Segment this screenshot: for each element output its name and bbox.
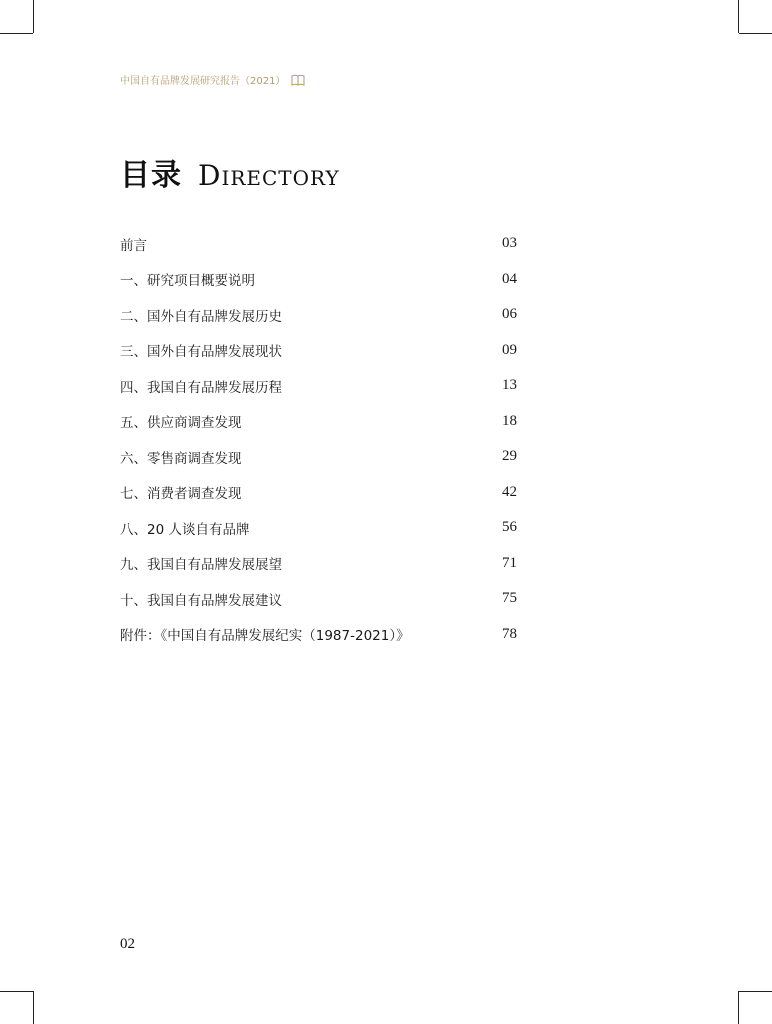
crop-mark-top-right [739, 33, 772, 34]
toc-entry-label: 七、消费者调查发现 [120, 486, 242, 503]
toc-entry-label: 二、国外自有品牌发展历史 [120, 308, 282, 325]
toc-entry-page: 29 [502, 448, 517, 465]
toc-entry-label: 十、我国自有品牌发展建议 [120, 592, 282, 609]
toc-entry[interactable] [120, 297, 532, 333]
crop-mark-bottom-right [739, 991, 772, 992]
crop-mark-top-left [33, 0, 34, 33]
toc-entry-label: 一、研究项目概要说明 [120, 273, 255, 290]
toc-entry[interactable] [120, 581, 532, 617]
toc-entry-page: 04 [502, 270, 517, 287]
crop-mark-bottom-left [0, 991, 33, 992]
toc-entry-label: 五、供应商调查发现 [120, 415, 242, 432]
toc-entry-label: 前言 [120, 237, 147, 254]
toc-entry-page: 09 [502, 341, 517, 358]
toc-entry-page: 71 [502, 554, 517, 571]
crop-mark-top-right [738, 0, 739, 33]
toc-entry-label: 八、20 人谈自有品牌 [120, 521, 250, 538]
toc-entry-page: 06 [502, 306, 517, 323]
crop-mark-bottom-left [33, 991, 34, 1024]
crop-mark-top-left [0, 33, 33, 34]
toc-entry[interactable] [120, 475, 532, 511]
toc-entry-page: 03 [502, 235, 517, 252]
toc-entry[interactable] [120, 226, 532, 262]
toc-entry[interactable] [120, 617, 532, 653]
toc-entry-page: 56 [502, 519, 517, 536]
toc-entry[interactable] [120, 510, 532, 546]
toc-entry[interactable] [120, 262, 532, 298]
page-title-chinese: 目录 [120, 158, 182, 193]
table-of-contents [120, 226, 532, 652]
toc-entry-page: 42 [502, 483, 517, 500]
page-title-english: Directory [198, 159, 340, 192]
toc-entry-label: 六、零售商调查发现 [120, 450, 242, 467]
open-book-icon [291, 74, 305, 86]
toc-entry-label: 九、我国自有品牌发展展望 [120, 557, 282, 574]
page-title [120, 150, 340, 194]
toc-entry[interactable] [120, 404, 532, 440]
toc-entry-label: 四、我国自有品牌发展历程 [120, 379, 282, 396]
toc-entry[interactable] [120, 546, 532, 582]
page-number: 02 [120, 936, 135, 952]
toc-entry-page: 18 [502, 412, 517, 429]
toc-entry[interactable] [120, 333, 532, 369]
toc-entry[interactable] [120, 368, 532, 404]
toc-entry-page: 78 [502, 625, 517, 642]
toc-entry-label: 附件：《中国自有品牌发展纪实（1987-2021）》 [120, 628, 410, 645]
toc-entry-page: 13 [502, 377, 517, 394]
toc-entry-page: 75 [502, 590, 517, 607]
toc-entry[interactable] [120, 439, 532, 475]
toc-entry-label: 三、国外自有品牌发展现状 [120, 344, 282, 361]
running-header-title: 中国自有品牌发展研究报告（2021） [120, 76, 286, 87]
running-header [120, 72, 305, 87]
crop-mark-bottom-right [738, 991, 739, 1024]
